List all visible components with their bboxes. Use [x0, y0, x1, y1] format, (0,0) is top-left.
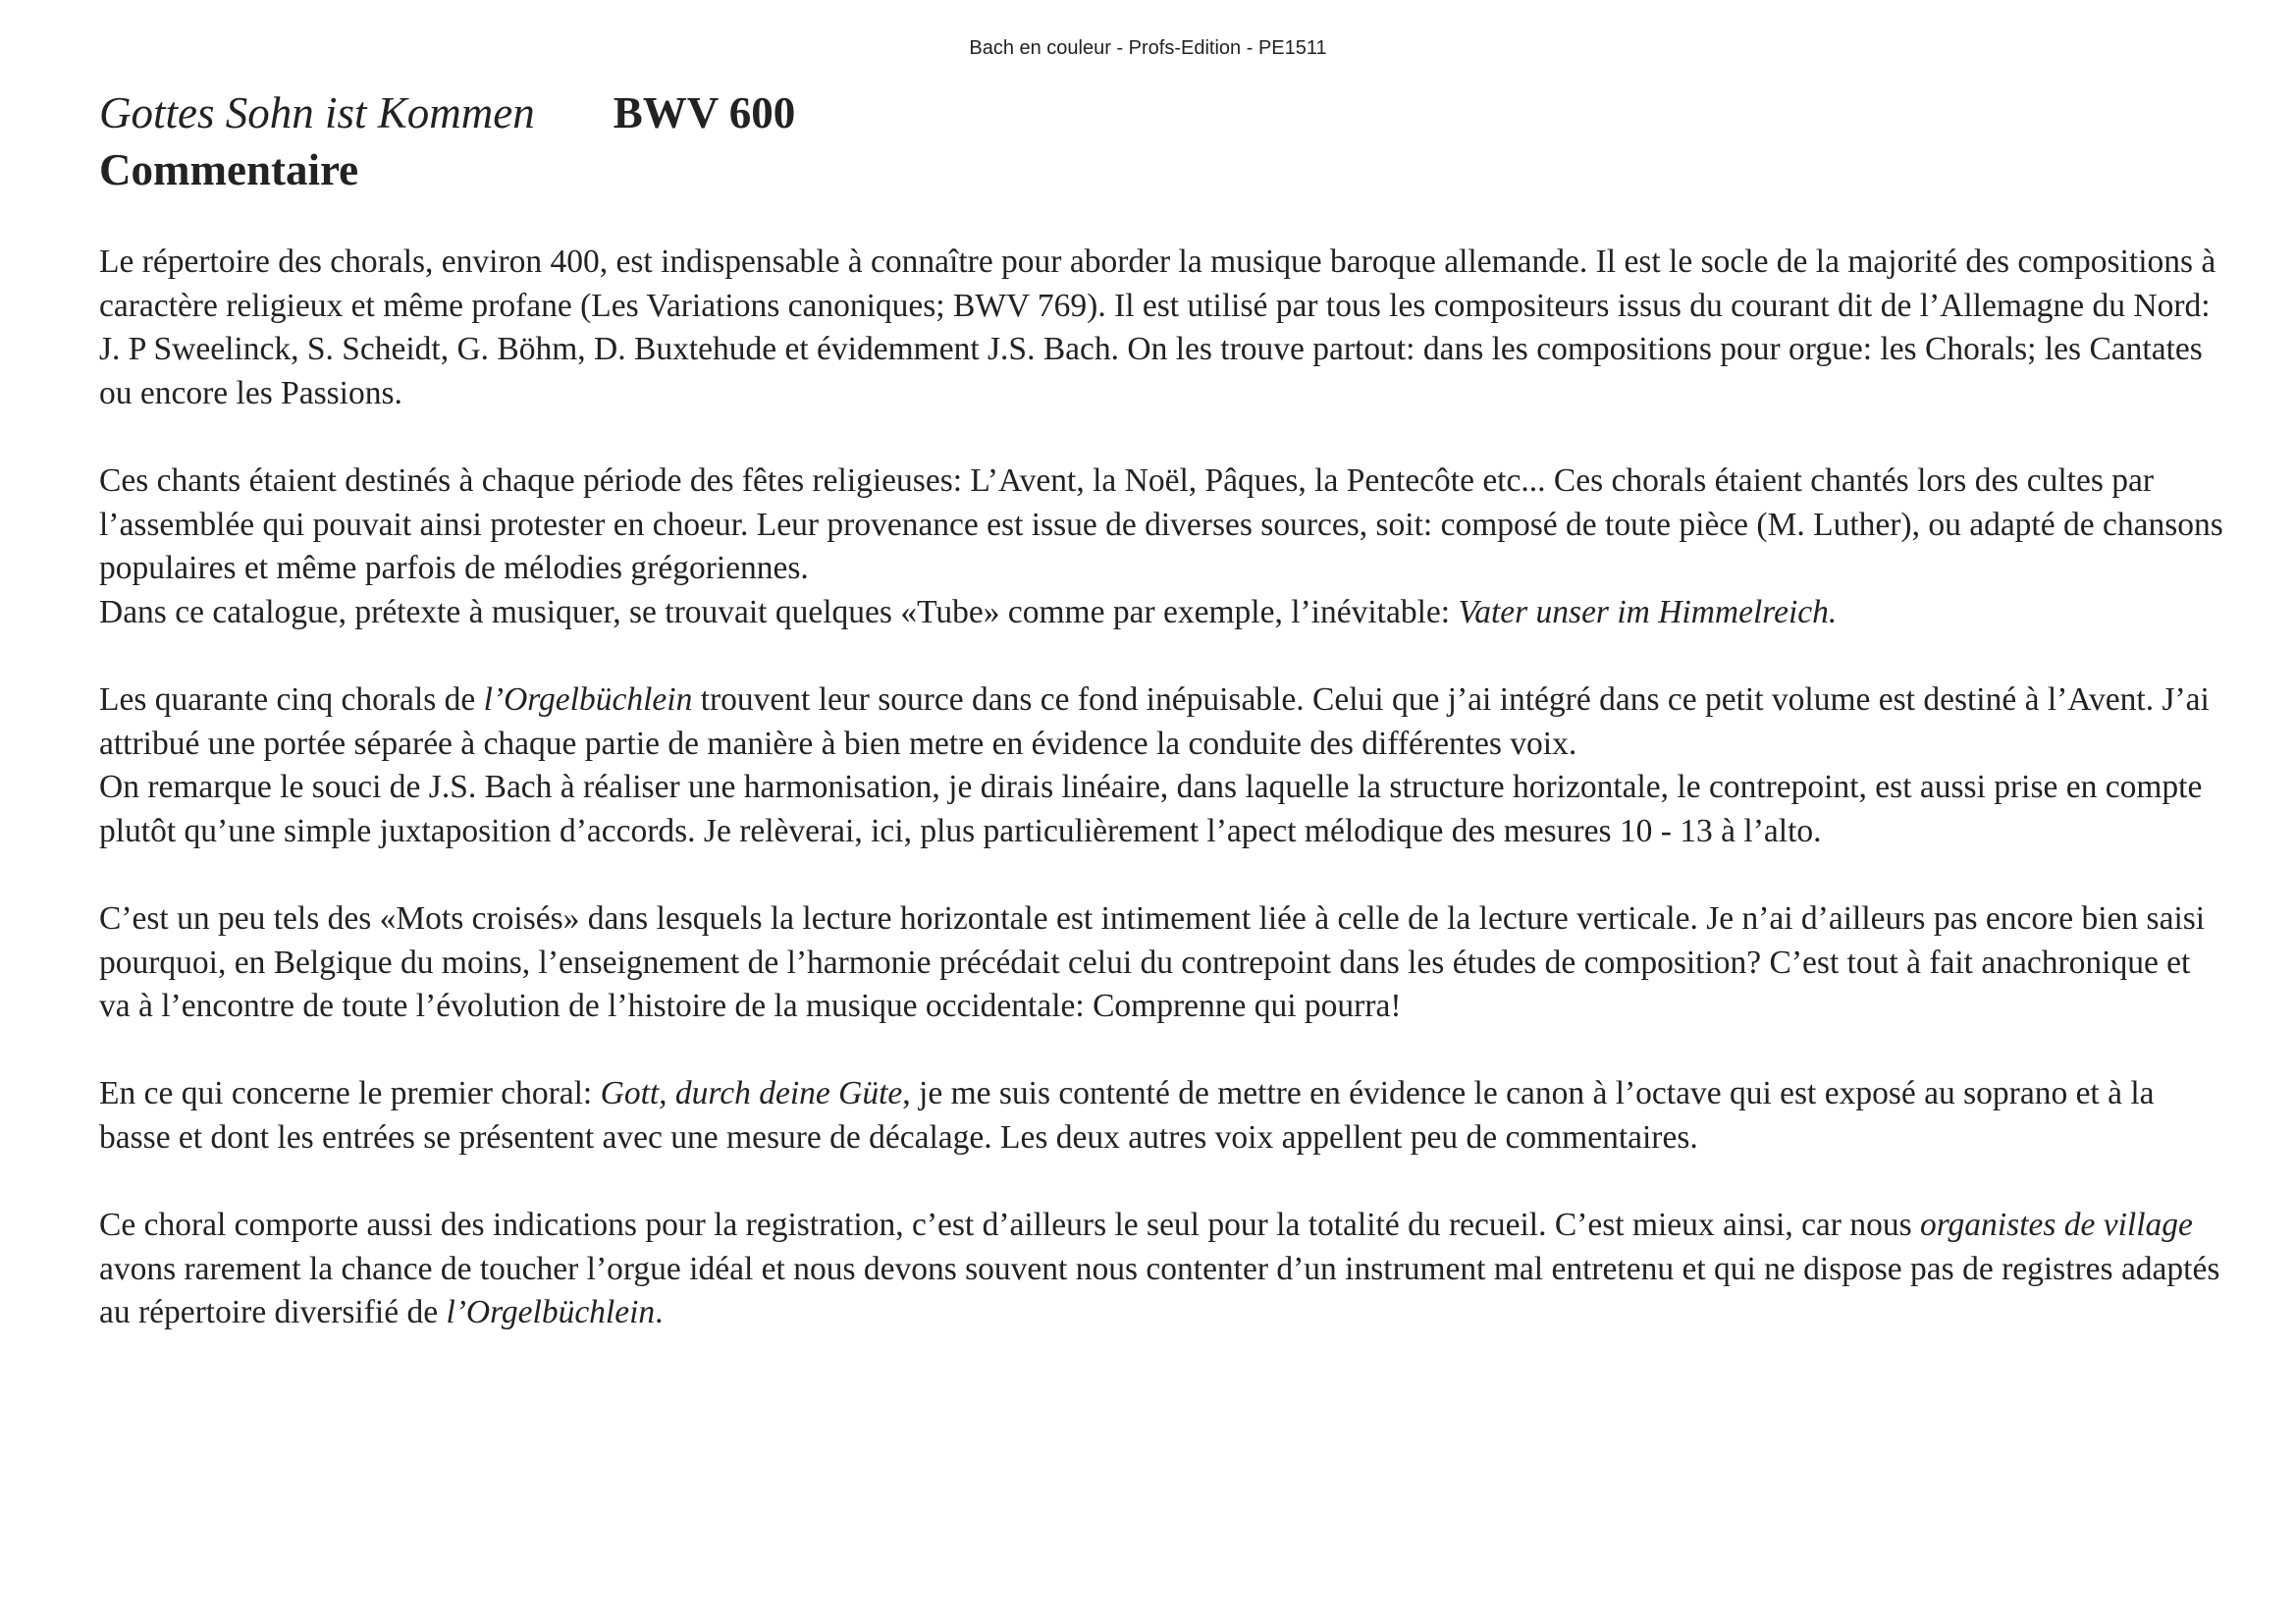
paragraph-8-text-end: .: [655, 1294, 664, 1331]
title-line: [99, 84, 2210, 141]
paragraph-4-text-before: Les quarante cinq chorals de: [99, 680, 484, 718]
title-block: [99, 84, 2210, 198]
paragraph-6: C’est un peu tels des «Mots croisés» dans lesquels la lecture horizontale est intimement liée à celle de la lecture verticale. Je n’ai d’ailleurs pas encore bien saisi pourquoi, en Belgique du moins, l’enseignement de l’harmonie précédait celui du contrepoint dans les études de composition? C’est tout à fait anachronique et va à l’encontre de toute l’évolution de l’histoire de la musique occidentale: Comprenne qui pourra!: [99, 899, 2206, 1025]
paragraph-3-italic: Vater unser im Himmelreich.: [1458, 593, 1838, 630]
choral-title: Gottes Sohn ist Kommen: [99, 88, 535, 137]
section-heading: Commentaire: [99, 145, 359, 194]
paragraph-7: [99, 1072, 2224, 1160]
paragraph-4: [99, 678, 2224, 766]
paragraph-1: Le répertoire des chorals, environ 400, est indispensable à connaître pour aborder la musique baroque allemande. Il est le socle de la majorité des compositions à caractère religieux et même profane (Les Variations canoniques; BWV 769). Il est utilisé par tous les compositeurs issus du courant dit de l’Allemagne du Nord: J. P Sweelinck, S. Scheidt, G. Böhm, D. Buxtehude et évidemment J.S. Bach. On les trouve partout: dans les compositions pour orgue: les Chorals; les Cantates ou encore les Passions.: [99, 243, 2216, 411]
running-header: Bach en couleur - Profs-Edition - PE1511: [969, 37, 1327, 59]
paragraph-8-text-before: Ce choral comporte aussi des indications pour la registration, c’est d’ailleurs le seul pour la totalité du recueil. C’est mieux ainsi, car nous: [99, 1207, 1920, 1244]
paragraph-4-italic: l’Orgelbüchlein: [483, 680, 693, 718]
paragraph-4-text-after: trouvent leur source dans ce fond inépuisable. Celui que j’ai intégré dans ce petit volume est destiné à l’Avent. J’ai attribué une portée séparée à chaque partie de manière à bien metre en évidence la conduite des différentes voix.: [99, 680, 2210, 762]
paragraph-7-italic: Gott, durch deine Güte: [600, 1075, 903, 1112]
commentary-body: [99, 241, 2224, 1379]
paragraph-5: On remarque le souci de J.S. Bach à réaliser une harmonisation, je dirais linéaire, dans laquelle la structure horizontale, le contrepoint, est aussi prise en compte plutôt qu’une simple juxtaposition d’accords. Je relèverai, ici, plus particulièrement l’apect mélodique des mesures 10 - 13 à l’alto.: [99, 769, 2203, 849]
paragraph-3: [99, 591, 2224, 635]
paragraph-8-italic-2: l’Orgelbüchlein: [446, 1294, 656, 1331]
paragraph-3-text: Dans ce catalogue, prétexte à musiquer, se trouvait quelques «Tube» comme par exemple, l’inévitable:: [99, 593, 1459, 630]
paragraph-2: Ces chants étaient destinés à chaque période des fêtes religieuses: L’Avent, la Noël, Pâques, la Pentecôte etc... Ces chorals étaient chantés lors des cultes par l’assemblée qui pouvait ainsi protester en choeur. Leur provenance est issue de diverses sources, soit: composé de toute pièce (M. Luther), ou adapté de chansons populaires et même parfois de mélodies grégoriennes.: [99, 461, 2223, 587]
paragraph-8-italic-1: organistes de village: [1920, 1207, 2193, 1244]
paragraph-8: [99, 1204, 2224, 1335]
paragraph-8-text-middle: avons rarement la chance de toucher l’orgue idéal et nous devons souvent nous contenter d’un instrument mal entretenu et qui ne dispose pas de registres adaptés au répertoire diversifié de: [99, 1250, 2220, 1331]
bwv-number: BWV 600: [613, 88, 796, 137]
paragraph-7-text-after: , je me suis contenté de mettre en évidence le canon à l’octave qui est exposé au soprano et à la basse et dont les entrées se présentent avec une mesure de décalage. Les deux autres voix appellent peu de commentaires.: [99, 1075, 2155, 1156]
paragraph-7-text-before: En ce qui concerne le premier choral:: [99, 1075, 601, 1112]
